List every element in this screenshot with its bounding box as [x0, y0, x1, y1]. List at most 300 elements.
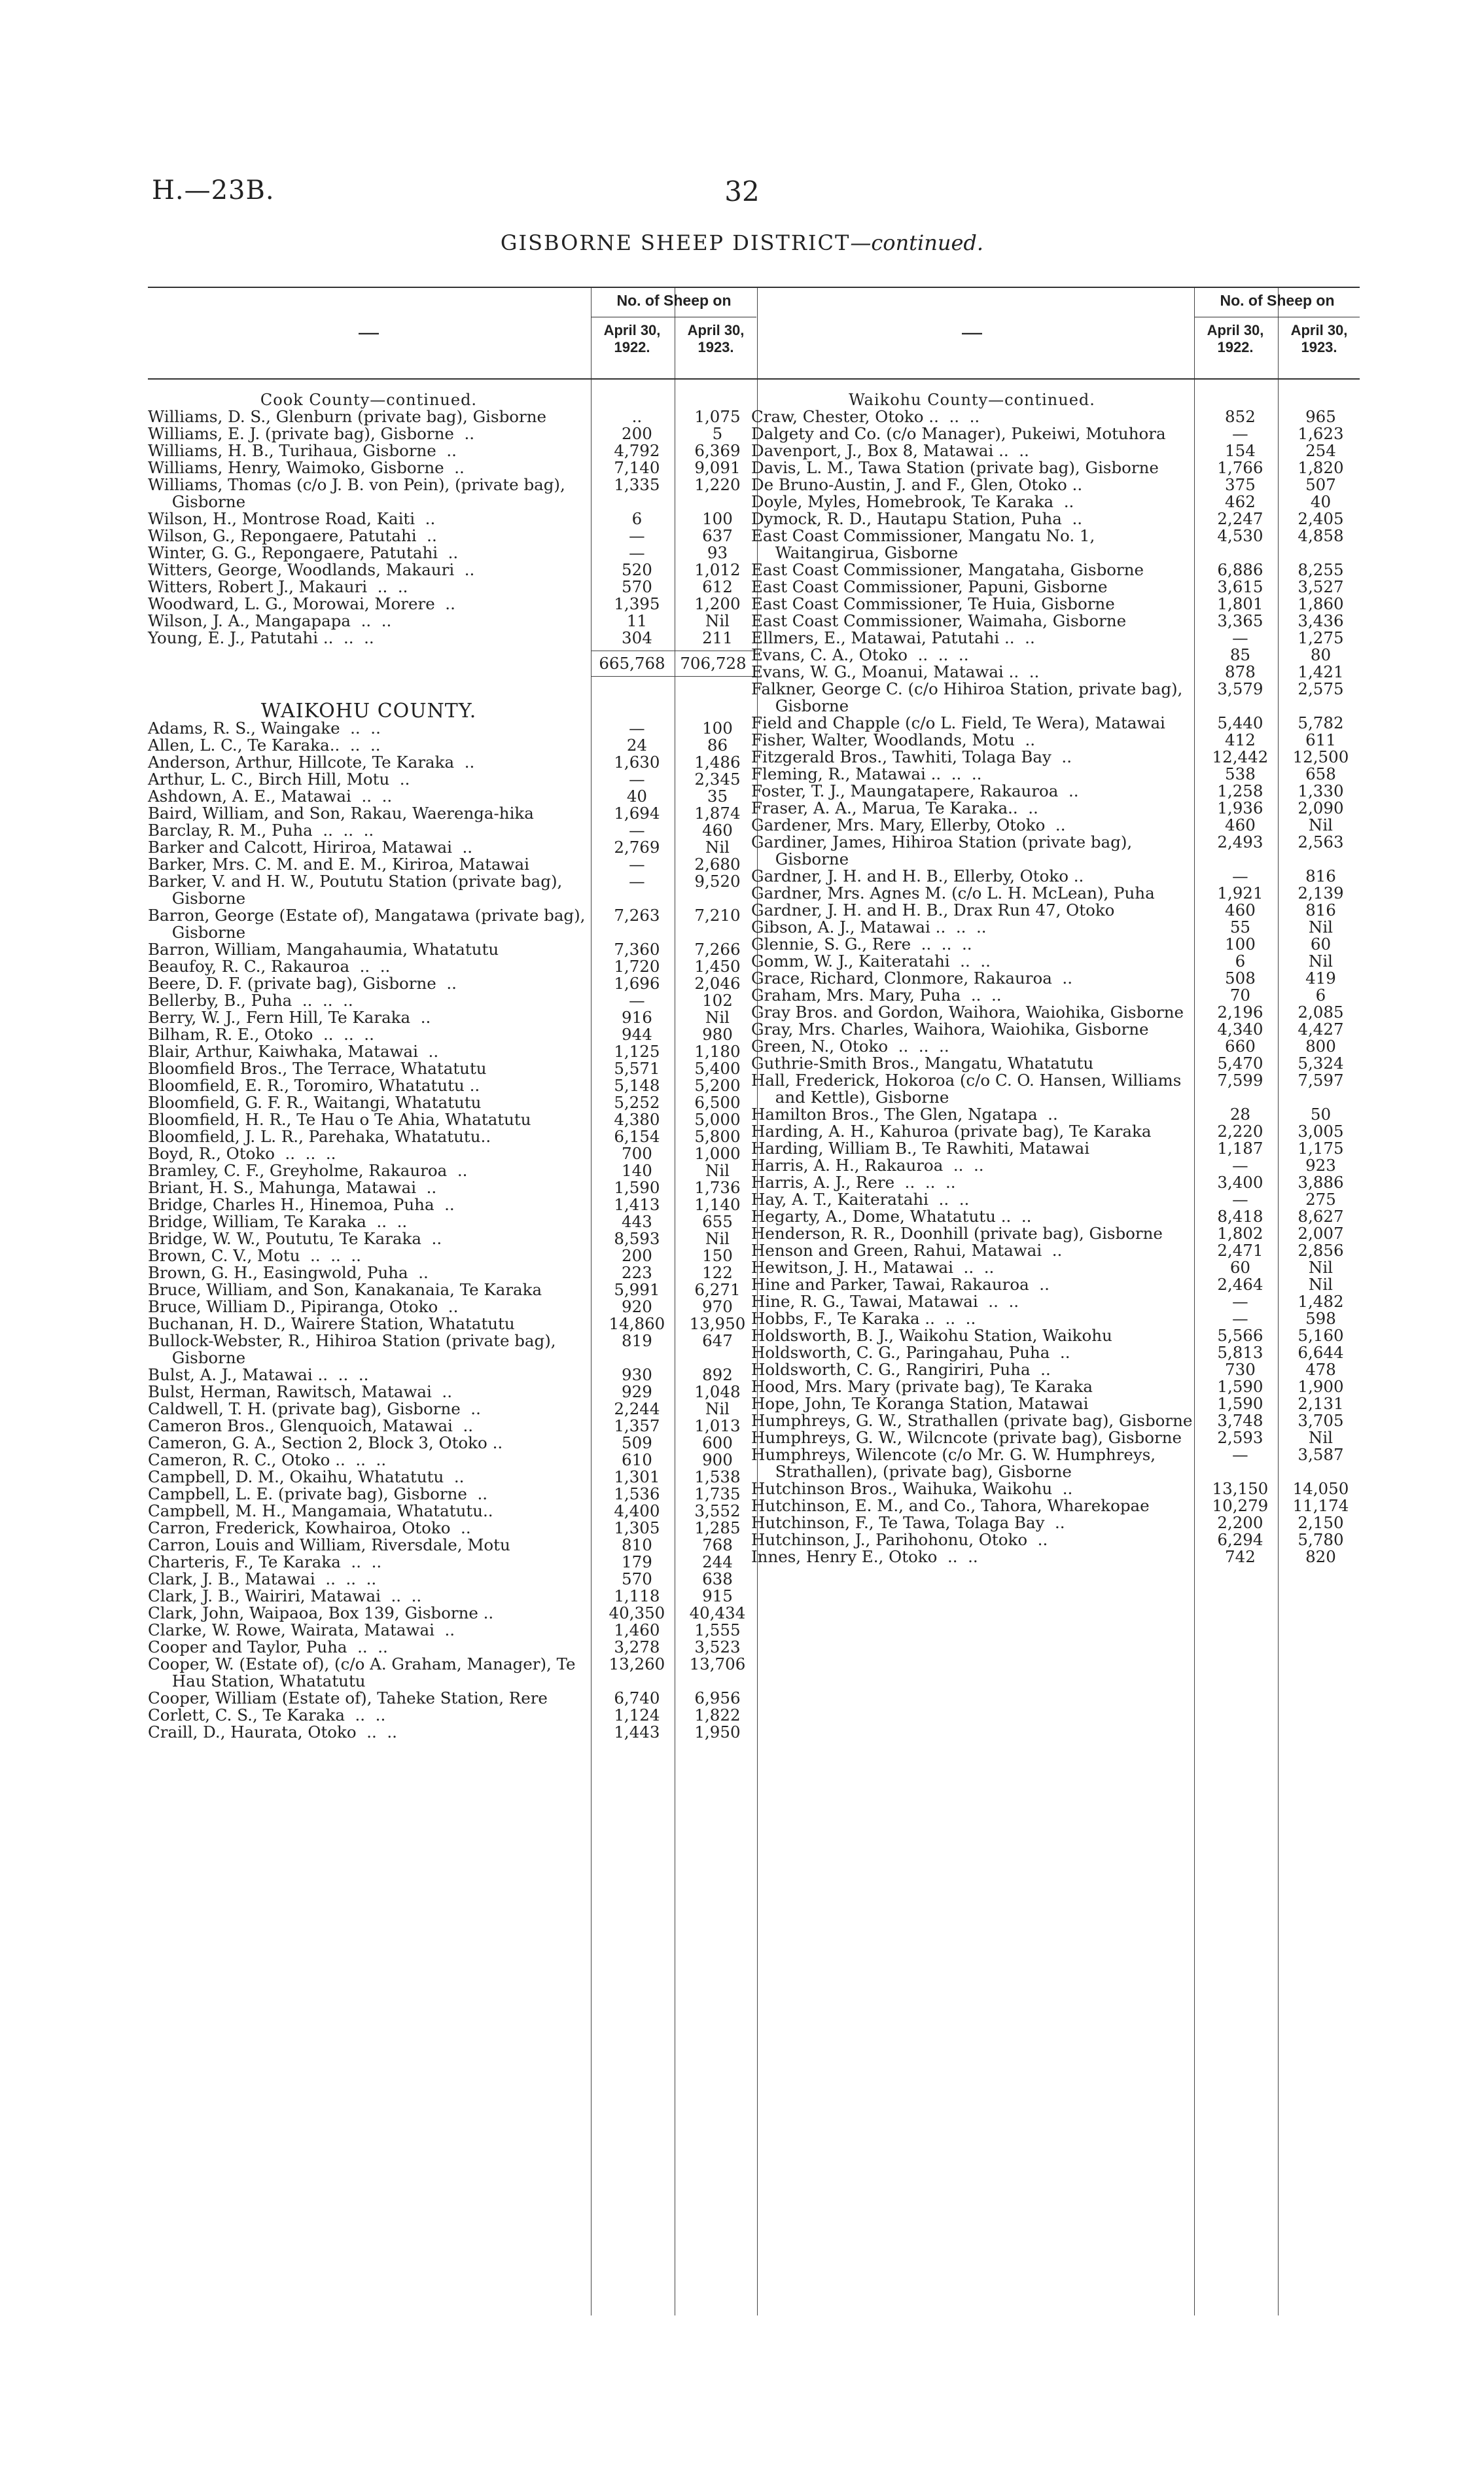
sheep-1923: 6,369	[694, 441, 741, 460]
sheep-1922: 5,566	[1217, 1326, 1263, 1345]
sheep-1922: 6	[631, 509, 643, 528]
sheep-1922: 520	[622, 560, 652, 579]
sheep-1923: 600	[702, 1433, 733, 1452]
total-1923: 706,728	[680, 654, 747, 673]
table-row	[148, 476, 756, 510]
sheep-1922: 60	[1229, 1258, 1250, 1277]
sheep-1922: 810	[622, 1535, 652, 1554]
sheep-1923: 612	[702, 577, 733, 596]
sheep-1923: 2,856	[1298, 1241, 1344, 1260]
sheep-1923: 9,520	[694, 872, 741, 891]
sheep-1923: 2,139	[1298, 884, 1344, 902]
owner-name: Bilham, R. E., Otoko .. .. ..	[148, 1025, 374, 1044]
owner-name: Gardner, J. H. and H. B., Ellerby, Otoko ..	[751, 867, 1084, 885]
left-column	[148, 287, 756, 1741]
section-heading: WAIKOHU COUNTY.	[260, 700, 477, 723]
owner-name: Cameron, R. C., Otoko .. .. ..	[148, 1450, 387, 1469]
owner-name: Glennie, S. G., Rere .. .. ..	[751, 935, 972, 954]
sheep-1923: 800	[1305, 1037, 1336, 1056]
owner-name: Hutchinson Bros., Waihuka, Waikohu ..	[751, 1479, 1073, 1498]
table-row	[148, 1298, 756, 1315]
table-row	[751, 647, 1360, 664]
table-row	[148, 1503, 756, 1520]
owner-name: Innes, Henry E., Otoko .. ..	[751, 1547, 978, 1566]
sheep-1923: 1,950	[694, 1723, 741, 1742]
sheep-1922: —	[1232, 867, 1248, 885]
owner-name: Witters, Robert J., Makauri .. ..	[148, 577, 408, 596]
left-table-body	[148, 380, 756, 1741]
table-row	[751, 970, 1360, 987]
sheep-1923: 892	[702, 1365, 733, 1384]
sheep-1923: 5,000	[694, 1110, 741, 1129]
sheep-1922: 2,200	[1217, 1513, 1263, 1532]
table-row	[751, 408, 1360, 425]
owner-name: Witters, George, Woodlands, Makauri ..	[148, 560, 475, 579]
owner-name: Evans, W. G., Moanui, Matawai .. ..	[751, 662, 1040, 681]
sheep-1922: 6	[1235, 952, 1246, 971]
table-row	[751, 749, 1360, 766]
owner-name: Fisher, Walter, Woodlands, Motu ..	[751, 730, 1036, 749]
owner-name: Beere, D. F. (private bag), Gisborne ..	[148, 974, 457, 993]
sheep-1923: 820	[1305, 1547, 1336, 1566]
sheep-1923: Nil	[705, 611, 730, 630]
owner-name: Baird, William, and Son, Rakau, Waerenga-hika	[148, 804, 534, 823]
owner-name: Falkner, George C. (c/o Hihiroa Station, private bag), Gisborne	[751, 679, 1188, 715]
sheep-1922: 929	[622, 1382, 652, 1401]
sheep-1923: 923	[1305, 1156, 1336, 1175]
owner-name: Boyd, R., Otoko .. .. ..	[148, 1144, 336, 1163]
owner-name: Hope, John, Te Koranga Station, Matawai	[751, 1394, 1089, 1413]
table-row	[148, 1520, 756, 1537]
owner-name: Hutchinson, F., Te Tawa, Tolaga Bay ..	[751, 1513, 1065, 1532]
sheep-1922: 1,395	[614, 594, 660, 613]
sheep-1923: Nil	[705, 1161, 730, 1180]
sheep-1923: 1,860	[1298, 594, 1344, 613]
sheep-1922: 1,443	[614, 1723, 660, 1742]
table-row	[751, 1123, 1360, 1140]
owner-name: Buchanan, H. D., Wairere Station, Whatatutu	[148, 1314, 515, 1333]
sheep-1923: 5,780	[1298, 1530, 1344, 1549]
sheep-1923: 93	[707, 543, 728, 562]
table-row	[751, 1293, 1360, 1310]
owner-name: Holdsworth, B. J., Waikohu Station, Waikohu	[751, 1326, 1112, 1345]
owner-name: Barker, Mrs. C. M. and E. M., Kiriroa, Matawai	[148, 855, 529, 874]
owner-name: Gardener, Mrs. Mary, Ellerby, Otoko ..	[751, 815, 1066, 834]
sheep-1923: 12,500	[1292, 747, 1349, 766]
sheep-1923: Nil	[1308, 1428, 1334, 1447]
owner-name: Gardner, J. H. and H. B., Drax Run 47, Otoko	[751, 901, 1115, 920]
sheep-1923: 1,555	[694, 1620, 741, 1639]
sheep-1923: 1,623	[1298, 424, 1344, 443]
sheep-1923: 768	[702, 1535, 733, 1554]
sheep-1922: 700	[622, 1144, 652, 1163]
owner-name: Foster, T. J., Maungatapere, Rakauroa ..	[751, 781, 1079, 800]
sheep-1922: 3,579	[1217, 679, 1263, 698]
owner-name: Bramley, C. F., Greyholme, Rakauroa ..	[148, 1161, 468, 1180]
sheep-1922: —	[1232, 1156, 1248, 1175]
table-row	[148, 771, 756, 788]
sheep-1922: 2,593	[1217, 1428, 1263, 1447]
table-row	[751, 1497, 1360, 1514]
table-row	[148, 1367, 756, 1384]
sheep-1922: 1,802	[1217, 1224, 1263, 1243]
sheep-1923: 9,091	[694, 458, 741, 477]
owner-name: Harding, William B., Te Rawhiti, Matawai	[751, 1139, 1090, 1158]
owner-name: Humphreys, G. W., Wilcncote (private bag), Gisborne	[751, 1428, 1182, 1447]
owner-column-header: —	[961, 319, 983, 346]
owner-name: Dymock, R. D., Hautapu Station, Puha ..	[751, 509, 1083, 528]
sheep-1923: Nil	[1308, 1275, 1334, 1294]
sheep-1923: 1,450	[694, 957, 741, 976]
owner-name: Clark, J. B., Matawai .. .. ..	[148, 1569, 377, 1588]
owner-name: Gibson, A. J., Matawai .. .. ..	[751, 918, 987, 937]
table-row	[751, 1480, 1360, 1497]
sheep-1923: 5,160	[1298, 1326, 1344, 1345]
page-number: 32	[724, 175, 760, 207]
owner-name: Blair, Arthur, Kaiwhaka, Matawai ..	[148, 1042, 439, 1061]
owner-name: Clark, J. B., Wairiri, Matawai .. ..	[148, 1586, 422, 1605]
sheep-1922: 6,294	[1217, 1530, 1263, 1549]
sheep-1923: 5,782	[1298, 713, 1344, 732]
sheep-1923: 2,405	[1298, 509, 1344, 528]
sheep-1923: 2,007	[1298, 1224, 1344, 1243]
table-row	[751, 630, 1360, 647]
table-row	[148, 1162, 756, 1179]
sheep-1923: 11,174	[1292, 1496, 1349, 1515]
sheep-1923: 2,090	[1298, 798, 1344, 817]
table-row	[148, 1043, 756, 1060]
owner-name: Grace, Richard, Clonmore, Rakauroa ..	[751, 969, 1072, 988]
sheep-1923: 1,275	[1298, 628, 1344, 647]
sheep-1923: 2,680	[694, 855, 741, 874]
sheep-1922: 2,196	[1217, 1003, 1263, 1022]
sheep-1922: 40	[626, 787, 647, 806]
section-heading: Cook County—continued.	[260, 391, 478, 409]
sheep-1922: —	[629, 991, 645, 1010]
sheep-1922: 930	[622, 1365, 652, 1384]
table-row	[751, 953, 1360, 970]
owner-name: Barron, William, Mangahaumia, Whatatutu	[148, 940, 499, 959]
table-row	[751, 681, 1360, 715]
sheep-1923: Nil	[705, 838, 730, 857]
owner-name: Bulst, Herman, Rawitsch, Matawai ..	[148, 1382, 453, 1401]
sheep-1922: 462	[1225, 492, 1256, 511]
sheep-1922: 85	[1229, 645, 1250, 664]
table-row	[148, 1656, 756, 1690]
table-row	[148, 720, 756, 737]
sheep-1922: 13,260	[609, 1654, 665, 1673]
table-row	[751, 1055, 1360, 1072]
table-row	[751, 834, 1360, 868]
sheep-1923: 1,180	[694, 1042, 741, 1061]
table-row	[751, 1038, 1360, 1055]
sheep-1922: 70	[1229, 986, 1250, 1005]
sheep-1922: 3,748	[1217, 1411, 1263, 1430]
sheep-1923: 1,012	[694, 560, 741, 579]
table-row	[148, 839, 756, 856]
sheep-1923: 3,005	[1298, 1122, 1344, 1141]
sheep-1922: 2,220	[1217, 1122, 1263, 1141]
sheep-1922: 1,921	[1217, 884, 1263, 902]
sheep-1922: 730	[1225, 1360, 1256, 1379]
table-row	[148, 856, 756, 873]
sheep-1922: 5,252	[614, 1093, 660, 1112]
owner-name: Corlett, C. S., Te Karaka .. ..	[148, 1706, 386, 1724]
sheep-1923: 6,271	[694, 1280, 741, 1299]
sheep-1922: 179	[622, 1552, 652, 1571]
owner-name: Davenport, J., Box 8, Matawai .. ..	[751, 441, 1029, 460]
owner-name: Campbell, M. H., Mangamaia, Whatatutu..	[148, 1501, 493, 1520]
sheep-1922: 5,813	[1217, 1343, 1263, 1362]
table-row	[148, 1111, 756, 1128]
table-row	[751, 1242, 1360, 1259]
sheep-1923: 13,950	[689, 1314, 746, 1333]
owner-name: Ellmers, E., Matawai, Patutahi .. ..	[751, 628, 1035, 647]
sheep-1922: 1,536	[614, 1484, 660, 1503]
sheep-1923: 655	[702, 1212, 733, 1231]
sheep-1923: 7,210	[694, 906, 741, 925]
sheep-1923: 1,736	[694, 1178, 741, 1197]
sheep-1923: 1,140	[694, 1195, 741, 1214]
table-row	[751, 885, 1360, 902]
owner-name: Doyle, Myles, Homebrook, Te Karaka ..	[751, 492, 1074, 511]
owner-name: Hewitson, J. H., Matawai .. ..	[751, 1258, 995, 1277]
sheep-1923: 7,266	[694, 940, 741, 959]
sheep-1923: Nil	[1308, 1258, 1334, 1277]
owner-name: Bruce, William, and Son, Kanakanaia, Te Karaka	[148, 1280, 542, 1299]
sheep-1922: 1,936	[1217, 798, 1263, 817]
table-row	[751, 1310, 1360, 1327]
sheep-1922: 1,258	[1217, 781, 1263, 800]
sheep-1923: 611	[1305, 730, 1336, 749]
owner-name: Anderson, Arthur, Hillcote, Te Karaka ..	[148, 753, 475, 772]
sheep-1923: 1,820	[1298, 458, 1344, 477]
table-row	[148, 596, 756, 613]
sheep-1923: 86	[707, 736, 728, 755]
sheep-1922: 10,279	[1212, 1496, 1269, 1515]
owner-name: Evans, C. A., Otoko .. .. ..	[751, 645, 969, 664]
table-row	[148, 975, 756, 992]
sheep-1922: 223	[622, 1263, 652, 1282]
table-row	[751, 1548, 1360, 1565]
table-row	[751, 1259, 1360, 1276]
sheep-1923: 1,482	[1298, 1292, 1344, 1311]
owner-name: Gardner, Mrs. Agnes M. (c/o L. H. McLean), Puha	[751, 884, 1155, 902]
sheep-1923: 102	[702, 991, 733, 1010]
sheep-1922: 4,792	[614, 441, 660, 460]
sheep-1923: 2,085	[1298, 1003, 1344, 1022]
table-row	[751, 527, 1360, 562]
sheep-1923: 1,822	[694, 1706, 741, 1724]
sheep-1922: 2,471	[1217, 1241, 1263, 1260]
sheep-1923: Nil	[705, 1008, 730, 1027]
table-row	[148, 941, 756, 958]
sheep-1923: 3,705	[1298, 1411, 1344, 1430]
sheep-1923: 50	[1310, 1105, 1332, 1124]
owner-name: Hamilton Bros., The Glen, Ngatapa ..	[751, 1105, 1058, 1124]
table-row	[751, 442, 1360, 459]
table-row	[148, 545, 756, 562]
sheep-1923: 1,538	[694, 1467, 741, 1486]
table-row	[751, 425, 1360, 442]
owner-name: Briant, H. S., Mahunga, Matawai ..	[148, 1178, 437, 1197]
table-row	[751, 1106, 1360, 1123]
owner-name: Brown, G. H., Easingwold, Puha ..	[148, 1263, 429, 1282]
sheep-1922: 3,365	[1217, 611, 1263, 630]
sheep-1923: 647	[702, 1331, 733, 1350]
table-row	[148, 527, 756, 545]
sheep-1922: 5,991	[614, 1280, 660, 1299]
waikohu-county-rows-cont	[751, 408, 1360, 1565]
sheep-1923: Nil	[705, 1229, 730, 1248]
owner-name: Dalgety and Co. (c/o Manager), Pukeiwi, Motuhora	[751, 424, 1166, 443]
owner-name: Williams, Henry, Waimoko, Gisborne ..	[148, 458, 465, 477]
sheep-1922: 508	[1225, 969, 1256, 988]
right-column	[751, 287, 1360, 1565]
owner-name: Cooper, William (Estate of), Taheke Station, Rere	[148, 1689, 548, 1707]
sheep-1922: —	[629, 821, 645, 840]
table-row	[148, 1094, 756, 1111]
sheep-1922: 2,769	[614, 838, 660, 857]
owner-name: Bloomfield, J. L. R., Parehaka, Whatatutu..	[148, 1127, 491, 1146]
table-row	[148, 1469, 756, 1486]
sheep-1923: 970	[702, 1297, 733, 1316]
owner-name: Barker, V. and H. W., Poututu Station (private bag), Gisborne	[148, 872, 568, 908]
owner-name: Bullock-Webster, R., Hihiroa Station (private bag), Gisborne	[148, 1331, 561, 1367]
owner-name: Hobbs, F., Te Karaka .. .. ..	[751, 1309, 976, 1328]
table-row	[751, 476, 1360, 493]
table-row	[148, 442, 756, 459]
sheep-1922: 24	[626, 736, 647, 755]
table-row	[751, 613, 1360, 630]
owner-name: Barker and Calcott, Hiriroa, Matawai ..	[148, 838, 473, 857]
owner-name: Gray, Mrs. Charles, Waihora, Waiohika, Gisborne	[751, 1020, 1149, 1039]
table-row	[148, 1230, 756, 1247]
sheep-1922: 154	[1225, 441, 1256, 460]
owner-name: Adams, R. S., Waingake .. ..	[148, 719, 381, 738]
sheep-1923: 5,324	[1298, 1054, 1344, 1073]
table-row	[751, 664, 1360, 681]
sheep-1923: 7,597	[1298, 1071, 1344, 1090]
sheep-1922: 1,630	[614, 753, 660, 772]
sheep-1923: 2,345	[694, 770, 741, 789]
right-table-header	[751, 287, 1360, 380]
table-row	[751, 1140, 1360, 1157]
table-row	[148, 1026, 756, 1043]
owner-name: Barron, George (Estate of), Mangatawa (private bag), Gisborne	[148, 906, 591, 942]
sheep-1922: 412	[1225, 730, 1256, 749]
owner-name: Field and Chapple (c/o L. Field, Te Wera), Matawai	[751, 713, 1165, 732]
sheep-1922: 660	[1225, 1037, 1256, 1056]
owner-name: Fleming, R., Matawai .. .. ..	[751, 764, 982, 783]
sheep-1922: 509	[622, 1433, 652, 1452]
owner-name: Wilson, G., Repongaere, Patutahi ..	[148, 526, 437, 545]
table-row	[148, 1077, 756, 1094]
sheep-1922: 8,593	[614, 1229, 660, 1248]
sheep-1922: 7,360	[614, 940, 660, 959]
sheep-1922: —	[1232, 628, 1248, 647]
owner-name: Bridge, Charles H., Hinemoa, Puha ..	[148, 1195, 455, 1214]
sheep-1922: 13,150	[1212, 1479, 1269, 1498]
sheep-1922: 304	[622, 628, 652, 647]
sheep-1922: 1,801	[1217, 594, 1263, 613]
sheep-1923: 3,527	[1298, 577, 1344, 596]
sheep-1923: 637	[702, 526, 733, 545]
owner-name: Green, N., Otoko .. .. ..	[751, 1037, 949, 1056]
sheep-1923: 1,900	[1298, 1377, 1344, 1396]
owner-name: Bloomfield Bros., The Terrace, Whatatutu	[148, 1059, 487, 1078]
sheep-1922: —	[1232, 1445, 1248, 1464]
table-row	[148, 1009, 756, 1026]
table-row	[148, 1281, 756, 1298]
col-1922-header	[1195, 322, 1276, 356]
sheep-1922: 5,440	[1217, 713, 1263, 732]
sheep-1922: 14,860	[609, 1314, 665, 1333]
table-row	[751, 800, 1360, 817]
table-row	[751, 459, 1360, 476]
table-row	[148, 1213, 756, 1230]
sheep-1922: 1,118	[614, 1586, 660, 1605]
col-1923-year: 1923.	[698, 339, 734, 355]
cook-county-rows	[148, 408, 756, 647]
table-row	[751, 579, 1360, 596]
sheep-1922: 1,124	[614, 1706, 660, 1724]
sheep-1923: Nil	[1308, 952, 1334, 971]
owner-name: Williams, E. J. (private bag), Gisborne ..	[148, 424, 475, 443]
owner-name: Campbell, L. E. (private bag), Gisborne ..	[148, 1484, 488, 1503]
table-row	[751, 1021, 1360, 1038]
sheep-1922: —	[629, 719, 645, 738]
sheep-1922: 55	[1229, 918, 1250, 937]
section-heading: Waikohu County—continued.	[849, 391, 1095, 409]
table-row	[751, 1157, 1360, 1174]
table-row	[148, 1196, 756, 1213]
table-row	[148, 873, 756, 907]
table-row	[148, 1724, 756, 1741]
owner-name: Cooper and Taylor, Puha .. ..	[148, 1637, 388, 1656]
owner-name: Hegarty, A., Dome, Whatatutu .. ..	[751, 1207, 1032, 1226]
sheep-1922: 920	[622, 1297, 652, 1316]
sheep-1923: 1,013	[694, 1416, 741, 1435]
owner-name: Carron, Louis and William, Riversdale, Motu	[148, 1535, 510, 1554]
sheep-1922: 6,740	[614, 1689, 660, 1707]
sheep-1922: —	[629, 526, 645, 545]
owner-name: East Coast Commissioner, Mangataha, Gisborne	[751, 560, 1144, 579]
sheep-1923: 1,075	[694, 407, 741, 426]
sheep-1922: —	[1232, 424, 1248, 443]
sheep-1923: 2,150	[1298, 1513, 1344, 1532]
sheep-1922: 5,148	[614, 1076, 660, 1095]
owner-name: Henderson, R. R., Doonhill (private bag), Gisborne	[751, 1224, 1163, 1243]
table-row	[751, 868, 1360, 885]
table-row	[148, 992, 756, 1009]
sheep-1922: 1,301	[614, 1467, 660, 1486]
owner-name: Hall, Frederick, Hokoroa (c/o C. O. Hansen, Williams and Kettle), Gisborne	[751, 1071, 1187, 1107]
sheep-1922: 5,571	[614, 1059, 660, 1078]
table-row	[148, 1690, 756, 1707]
owner-name: Allen, L. C., Te Karaka.. .. ..	[148, 736, 381, 755]
sheep-1923: 5,800	[694, 1127, 741, 1146]
sheep-1923: Nil	[1308, 815, 1334, 834]
total-1922: 665,768	[599, 654, 665, 673]
sheep-1922: —	[1232, 1309, 1248, 1328]
total-row	[592, 651, 756, 677]
table-row	[148, 408, 756, 425]
sheep-1923: 1,735	[694, 1484, 741, 1503]
owner-name: Cameron Bros., Glenquoich, Matawai ..	[148, 1416, 474, 1435]
table-row	[751, 1208, 1360, 1225]
owner-name: Caldwell, T. H. (private bag), Gisborne ..	[148, 1399, 481, 1418]
